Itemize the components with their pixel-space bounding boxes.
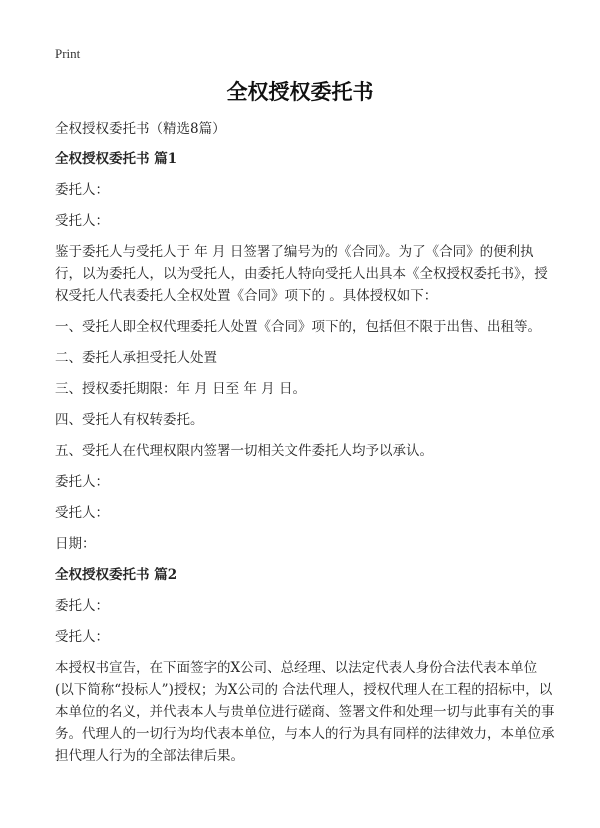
paragraph: 委托人： bbox=[55, 598, 109, 614]
paragraph: 委托人： bbox=[55, 182, 109, 198]
section-heading: 全权授权委托书 篇1 bbox=[55, 151, 178, 167]
paragraph: 日期： bbox=[55, 536, 96, 552]
section-heading: 全权授权委托书 篇2 bbox=[55, 567, 178, 583]
paragraph: 鉴于委托人与受托人于 年 月 日签署了编号为的《合同》。为了《合同》的便利执行，以为委托人，以为受托人，由委托人特向受托人出具本《全权授权委托书》，授权受托人代表委托人全权处置《合同》项下的 。具体授权如下： bbox=[55, 244, 548, 304]
paragraph: 受托人： bbox=[55, 213, 109, 229]
paragraph: 受托人： bbox=[55, 629, 109, 645]
paragraph: 本授权书宣告，在下面签字的X公司、总经理、以法定代表人身份合法代表本单位(以下简称“投标人”)授权；为X公司的 合法代理人，授权代理人在工程的招标中，以本单位的名义，并代表本人与贵单位进行磋商、签署文件和处理一切与此事有关的事务。代理人的一切行为均代表本单位，与本人的行为具有同样的法律效力，本单位承担代理人行为的全部法律后果。 bbox=[55, 660, 555, 764]
print-link[interactable]: Print bbox=[55, 46, 81, 61]
paragraph: 委托人： bbox=[55, 474, 109, 490]
paragraph: 受托人： bbox=[55, 505, 109, 521]
document-body bbox=[55, 118, 555, 776]
section-1 bbox=[55, 148, 555, 555]
section-2 bbox=[55, 564, 555, 767]
paragraph: 五、受托人在代理权限内签署一切相关文件委托人均予以承认。 bbox=[55, 443, 433, 459]
document-subtitle: 全权授权委托书（精选8篇） bbox=[55, 121, 226, 137]
paragraph: 四、受托人有权转委托。 bbox=[55, 412, 204, 428]
paragraph: 二、委托人承担受托人处置 bbox=[55, 350, 217, 366]
document-title: 全权授权委托书 bbox=[226, 80, 374, 104]
paragraph: 三、授权委托期限：年 月 日至 年 月 日。 bbox=[55, 381, 306, 397]
paragraph: 一、受托人即全权代理委托人处置《合同》项下的，包括但不限于出售、出租等。 bbox=[55, 319, 541, 335]
